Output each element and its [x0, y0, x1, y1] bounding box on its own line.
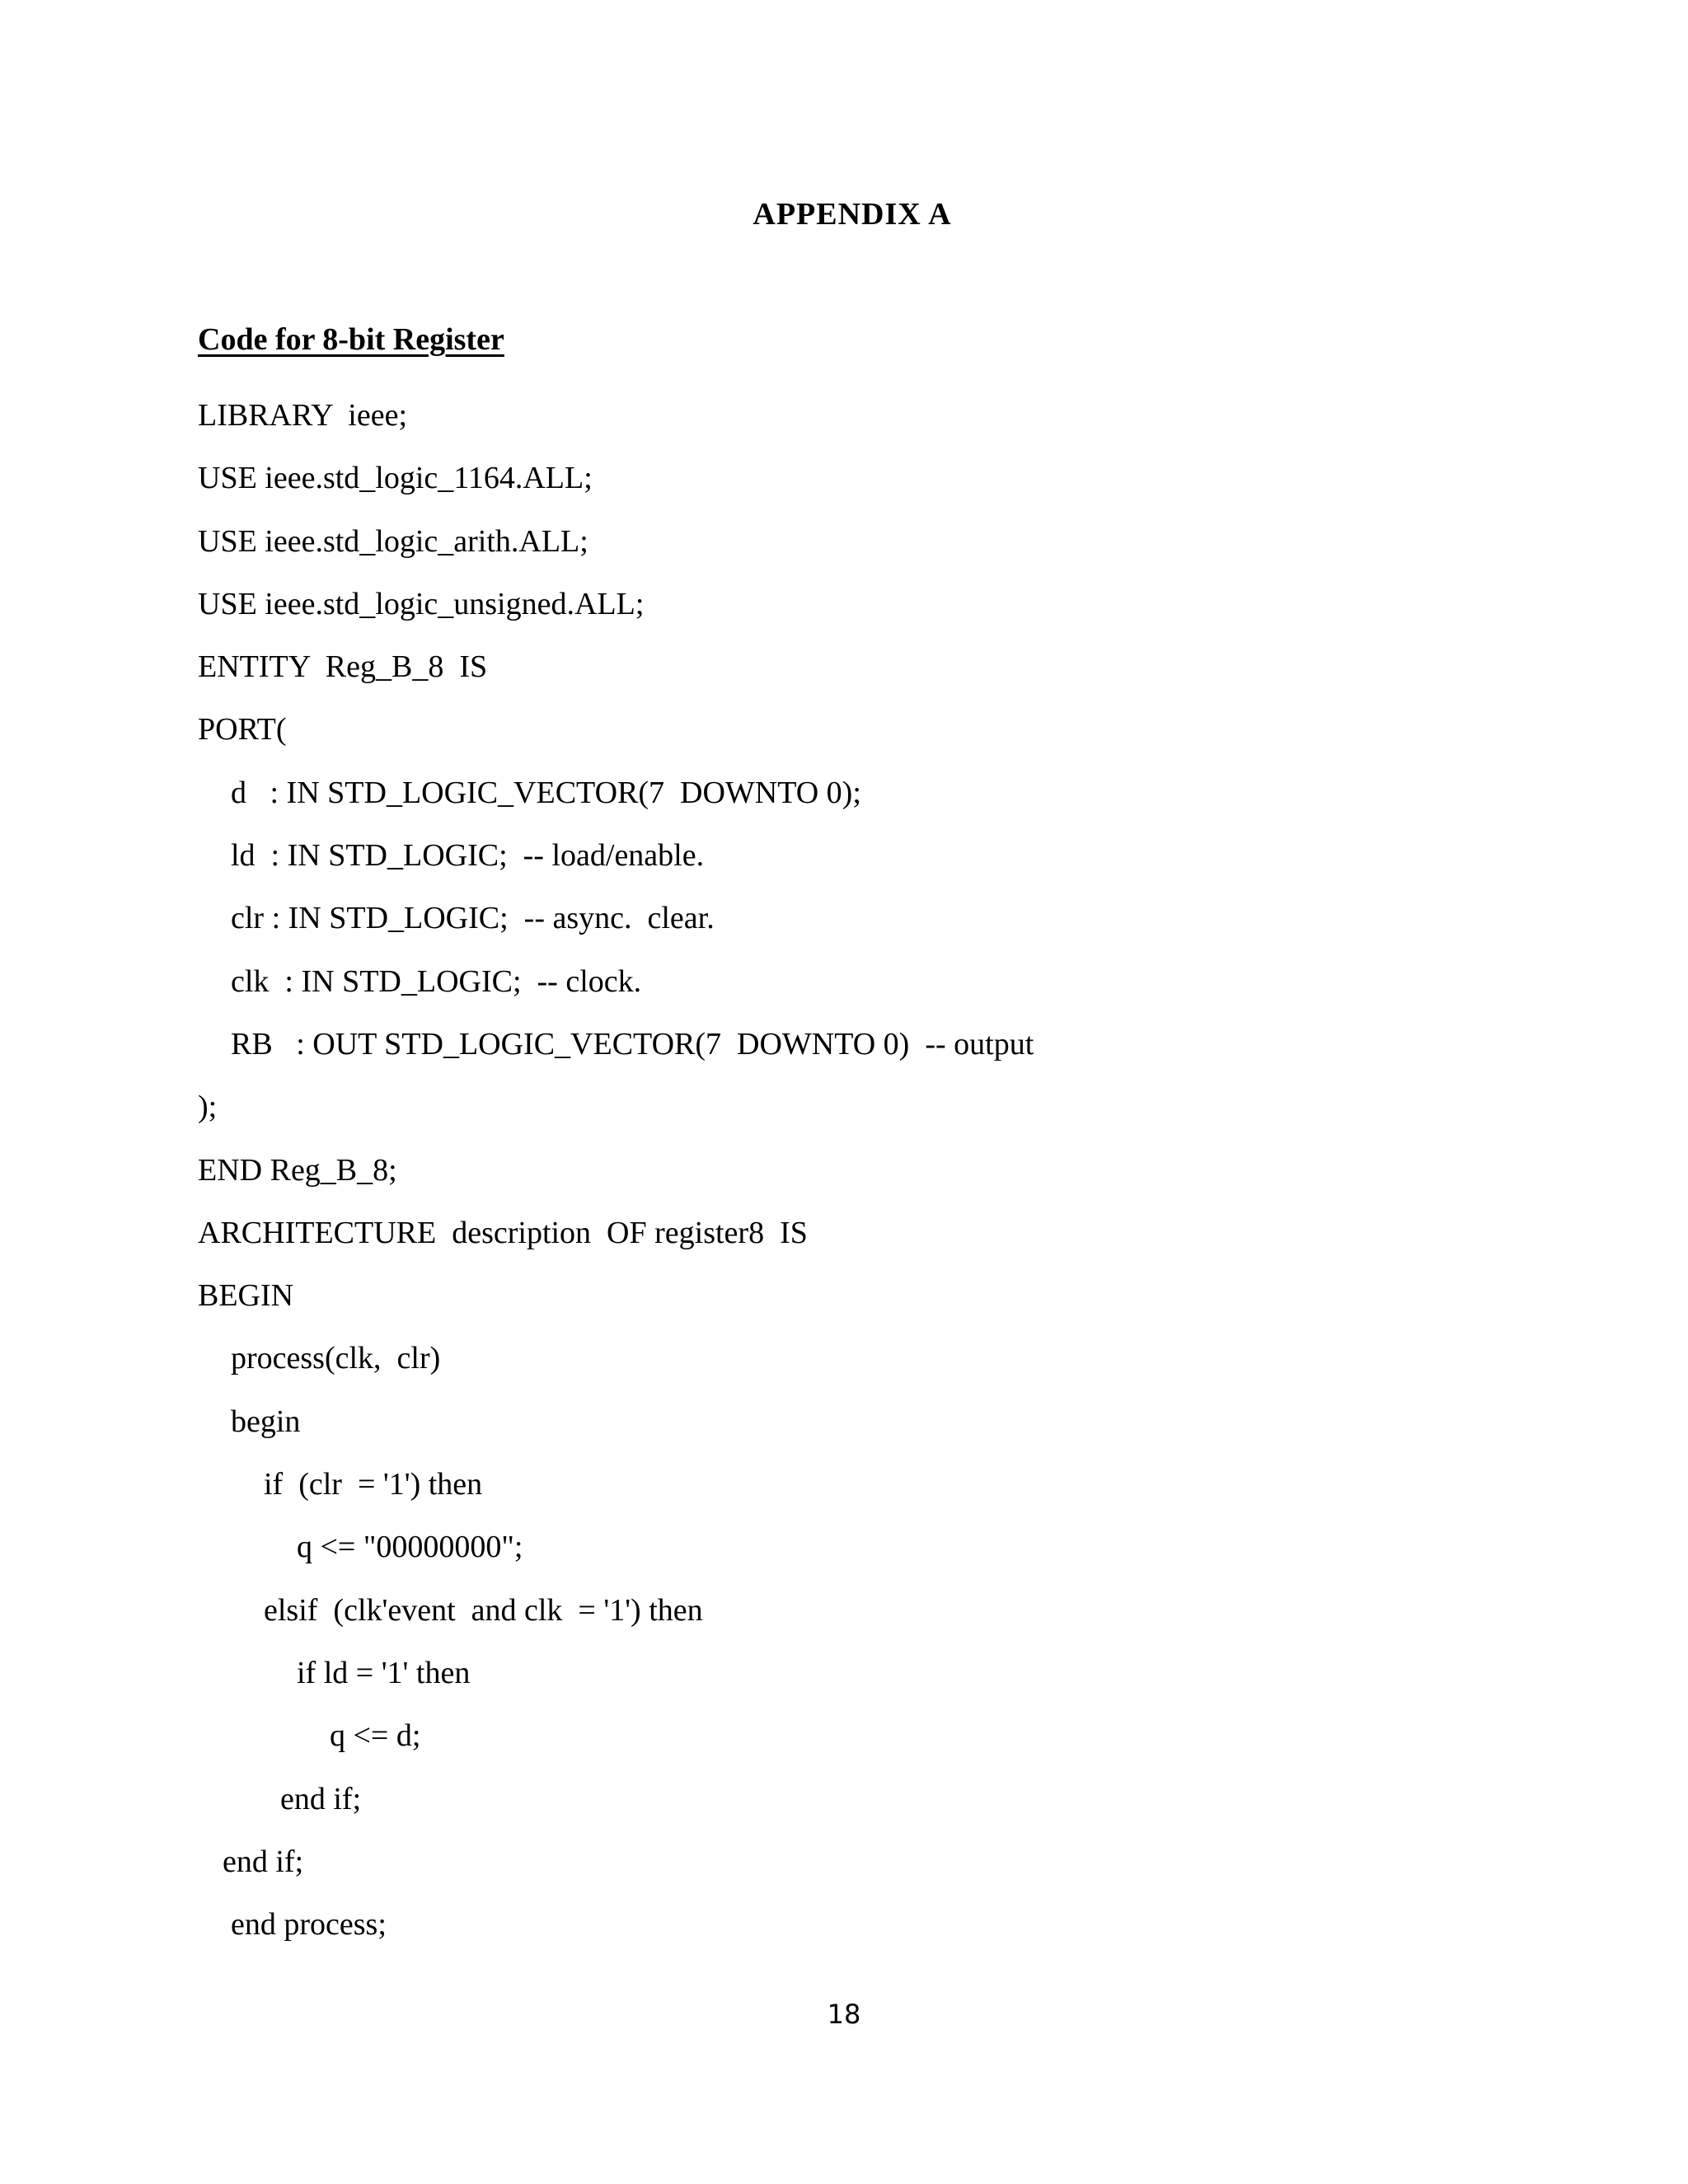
code-line: elsif (clk'event and clk = '1') then	[264, 1592, 703, 1628]
code-line: end process;	[231, 1907, 387, 1943]
code-line: USE ieee.std_logic_unsigned.ALL;	[198, 586, 645, 621]
code-line: USE ieee.std_logic_arith.ALL;	[198, 523, 588, 559]
code-line: );	[198, 1090, 218, 1125]
section-heading: Code for 8-bit Register	[198, 322, 504, 357]
code-line: if ld = '1' then	[297, 1655, 471, 1690]
code-line: ENTITY Reg_B_8 IS	[198, 649, 488, 685]
code-line: clk : IN STD_LOGIC; -- clock.	[231, 963, 642, 999]
code-line: USE ieee.std_logic_1164.ALL;	[198, 461, 593, 496]
code-line: q <= d;	[330, 1718, 421, 1754]
appendix-title: APPENDIX A	[753, 197, 952, 232]
code-line: d : IN STD_LOGIC_VECTOR(7 DOWNTO 0);	[231, 775, 861, 810]
code-line: q <= "00000000";	[297, 1530, 523, 1565]
code-line: RB : OUT STD_LOGIC_VECTOR(7 DOWNTO 0) -- output	[231, 1026, 1034, 1062]
code-line: END Reg_B_8;	[198, 1152, 397, 1188]
code-line: process(clk, clr)	[231, 1341, 441, 1376]
code-line: BEGIN	[198, 1278, 294, 1314]
code-line: begin	[231, 1404, 301, 1439]
code-line: ARCHITECTURE description OF register8 IS	[198, 1215, 808, 1250]
page-number: 18	[827, 1999, 861, 2030]
code-line: PORT(	[198, 712, 287, 748]
code-line: if (clr = '1') then	[264, 1467, 483, 1502]
code-line: ld : IN STD_LOGIC; -- load/enable.	[231, 838, 705, 874]
code-line: end if;	[223, 1844, 304, 1879]
code-line: end if;	[280, 1781, 362, 1816]
code-line: LIBRARY ieee;	[198, 398, 407, 433]
code-line: clr : IN STD_LOGIC; -- async. clear.	[231, 901, 715, 936]
code-listing	[198, 384, 1517, 1956]
